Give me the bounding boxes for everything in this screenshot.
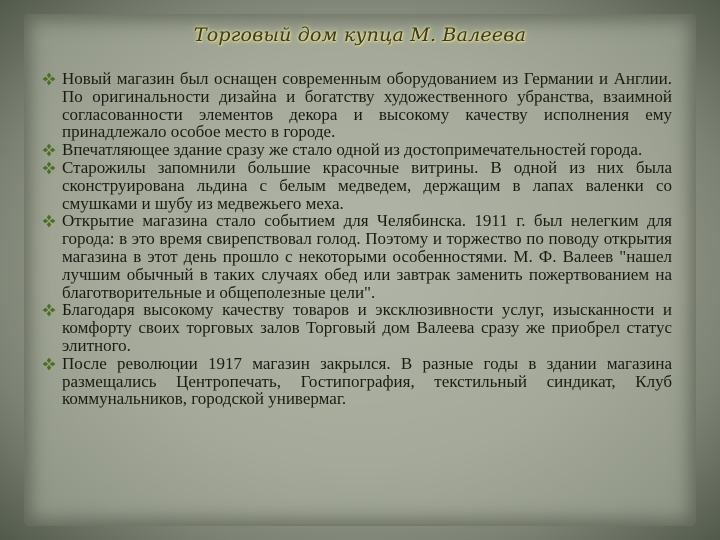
bullet-item	[40, 301, 672, 354]
diamond-quad-bullet-icon	[42, 143, 56, 157]
bullet-item	[40, 212, 672, 301]
bullet-item	[40, 141, 672, 159]
diamond-quad-bullet-icon	[42, 303, 56, 317]
bullet-text: Новый магазин был оснащен современным оборудованием из Германии и Англии. По оригинальности дизайна и богатству художественного убранства, взаимной согласованности элементов декора и высокому качеству исполнения ему принадлежало особое место в городе.	[62, 69, 672, 142]
slide-title: Торговый дом купца М. Валеева	[193, 24, 527, 46]
diamond-quad-bullet-icon	[42, 72, 56, 86]
diamond-quad-bullet-icon	[42, 357, 56, 371]
bullet-item	[40, 355, 672, 408]
bullet-list	[40, 70, 672, 408]
bullet-item	[40, 70, 672, 141]
bullet-text: Благодаря высокому качеству товаров и эксклюзивности услуг, изысканности и комфорту своих торговых залов Торговый дом Валеева сразу же приобрел статус элитного.	[62, 300, 672, 355]
bullet-text: Открытие магазина стало событием для Челябинска. 1911 г. был нелегким для города: в это время свирепствовал голод. Поэтому и торжество по поводу открытия магазина в этот день прошло с некоторыми особенностями. М. Ф. Валеев "нашел лучшим обычный в таких случаях обед или завтрак заменить пожертвованием на благотворительные и общеполезные цели".	[62, 211, 672, 302]
diamond-quad-bullet-icon	[42, 161, 56, 175]
bullet-item	[40, 159, 672, 212]
bullet-text: Старожилы запомнили большие красочные витрины. В одной из них была сконструирована льдина с белым медведем, держащим в лапах валенки со смушками и шубу из медвежьего меха.	[62, 157, 672, 213]
bullet-text: Впечатляющее здание сразу же стало одной из достопримечательностей города.	[62, 140, 643, 160]
diamond-quad-bullet-icon	[42, 214, 56, 228]
bullet-text: После революции 1917 магазин закрылся. В разные годы в здании магазина размещались Центропечать, Гостипография, текстильный синдикат, Клуб коммунальников, городской универмаг.	[62, 353, 672, 409]
